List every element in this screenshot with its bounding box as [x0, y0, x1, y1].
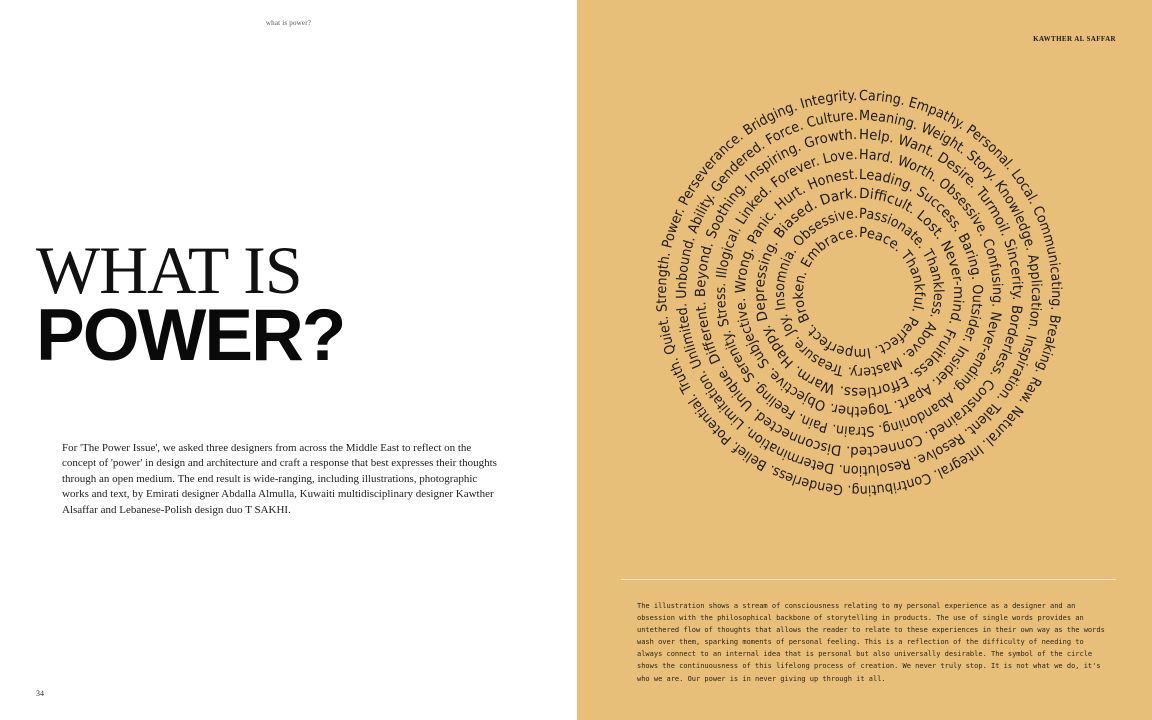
caption-divider: [621, 579, 1116, 580]
title-line-what-is: WHAT IS: [36, 232, 302, 308]
word-ring-4-text: Hard. Worth. Obsessive. Confusing. Never-ending. Abandoning. Strain. Pain. Feeling. Serenity. Stress. Illogical. Linked. Forever. Love.: [712, 146, 1006, 440]
word-ring-2-text: Meaning. Weight. Story. Knowledge. Application. Inspiration. Talent. Resolve. Resolution. Determination. Limitation. Unlimited. Unbound. Ability. Gendered. Force. Culture.: [673, 107, 1045, 479]
word-ring-6-text: Difficult. Lost. Never-mind. Fruitless. Effortless. Warm. Happy. Depressing. Biased. Dark.: [751, 185, 967, 401]
title-line-power: POWER?: [36, 295, 345, 376]
page-number: 34: [36, 689, 44, 698]
author-name: KAWTHER AL SAFFAR: [1033, 35, 1116, 43]
word-ring-7-text: Passionate. Thankless. Above. Mastery. Treasure. Joy. Insomnia. Obsessive.: [771, 205, 947, 381]
word-ring-1-text: Caring. Empathy. Personal. Local. Communicating. Breaking. Raw. Natural. Integral. Contributing. Genderless. Belief. Potential. Truth. Quiet. Strength. Power. Perseverance. Bridging. Integrity.: [653, 87, 1065, 499]
word-circle-illustration: [577, 0, 1152, 580]
word-ring-3-text: Help. Want. Desire. Turmoil. Sincerity. Borderless. Constrained. Connected. Disconnected. Unique. Different. Beyond. Soothing. Inspiring. Growth.: [692, 126, 1025, 460]
word-ring-8-text: Peace. Thankful. Perfect. Imperfect. Broken. Embrace.: [790, 224, 928, 362]
word-ring-5-text: Leading. Success. Baring. Outsider. Insider. Apart. Together. Objective. Subjective. Wrong. Panic. Hurt. Honest.: [732, 166, 986, 420]
word-ring-5: [733, 167, 985, 419]
running-head: what is power?: [265, 19, 312, 27]
word-ring-2: [674, 108, 1044, 478]
caption-paragraph: The illustration shows a stream of consciousness relating to my personal experience as a designer and an obsession with the philosophical backbone of storytelling in products. The use of single words provides an untethered flow of thoughts that allows the reader to relate to these experiences in their own way as the words wash over them, sparking moments of personal feeling. This is a reflection of the difficulty of needing to always connect to an internal idea that is personal but also universally desirable. The symbol of the circle shows the continuousness of this lifelong process of creation. We never truly stop. It is not what we do, it's who we are. Our power is in never giving up through it all.: [637, 602, 1105, 683]
intro-paragraph: For 'The Power Issue', we asked three designers from across the Middle East to reflect on the concept of 'power' in design and architecture and craft a response that best expresses their thoughts through an open medium. The end result is wide-ranging, including illustrations, photographic works and text, by Emirati designer Abdalla Almulla, Kuwaiti multidisciplinary designer Kawther Alsaffar and Lebanese-Polish design duo T SAKHI.: [62, 442, 497, 516]
word-ring-8: [791, 225, 927, 361]
right-page: [577, 0, 1152, 720]
